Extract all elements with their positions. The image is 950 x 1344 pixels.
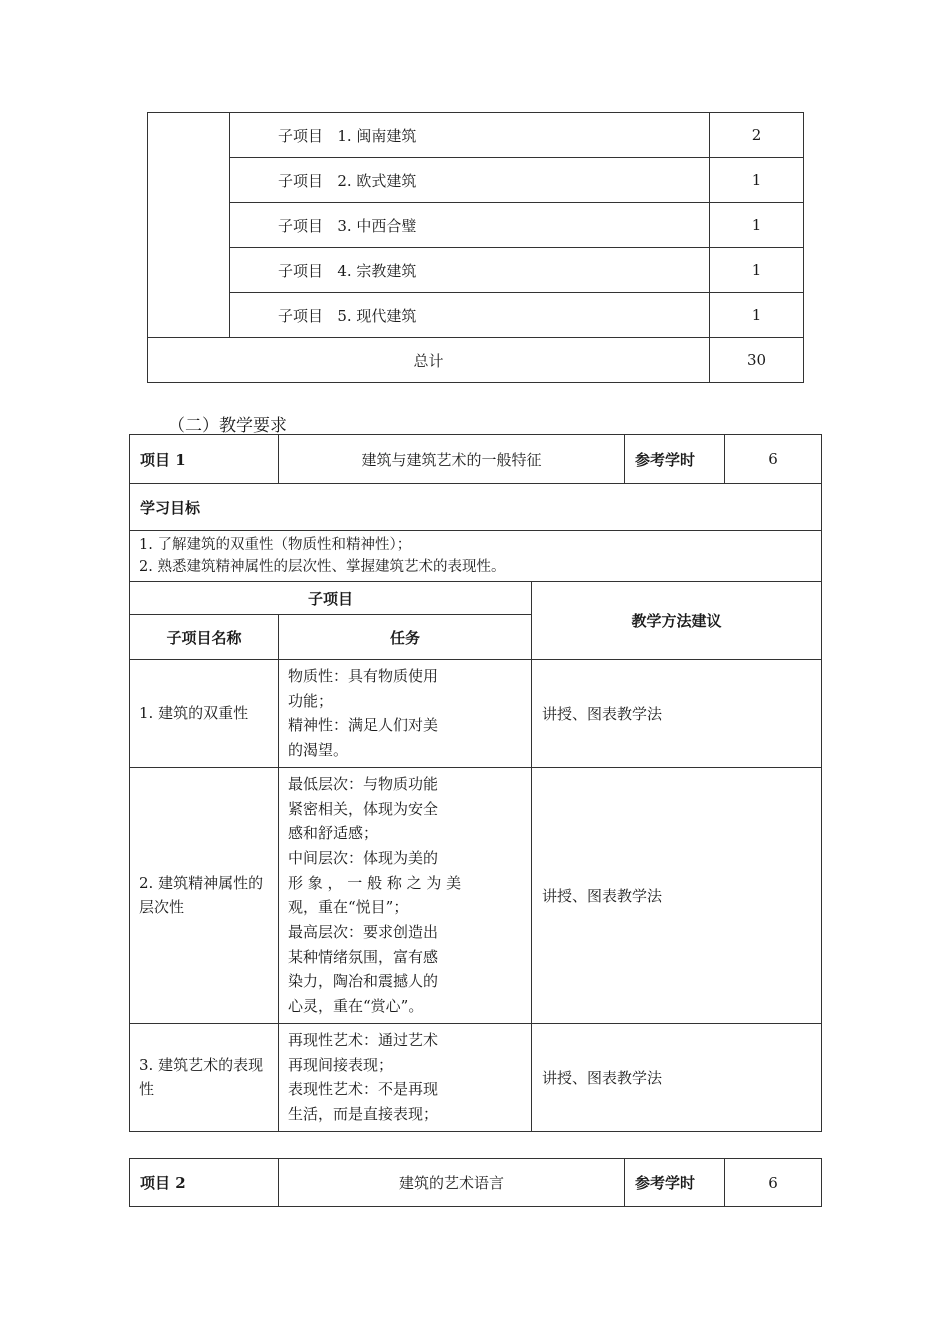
subproject-name: 2. 建筑精神属性的层次性 [130, 767, 279, 1023]
hours-cell: 2 [710, 113, 804, 158]
section-heading: （二）教学要求 [168, 416, 287, 436]
project-label: 项目 1 [130, 435, 279, 484]
subproject-cell: 子项目 5. 现代建筑 [230, 293, 710, 338]
subproject-cell: 子项目 3. 中西合璧 [230, 203, 710, 248]
objectives-title-row [130, 484, 822, 531]
objectives-cell [130, 531, 822, 582]
table-row [148, 113, 804, 158]
project1-header-row [130, 435, 822, 484]
hours-table [147, 112, 804, 383]
objectives-row [130, 531, 822, 582]
method-cell: 讲授、图表教学法 [532, 660, 822, 768]
task-cell: 再现性艺术：通过艺术 再现间接表现； 表现性艺术：不是再现 生活，而是直接表现； [279, 1023, 532, 1131]
method-cell: 讲授、图表教学法 [532, 1023, 822, 1131]
hours-cell: 1 [710, 293, 804, 338]
hours-cell: 1 [710, 203, 804, 248]
table-row [148, 293, 804, 338]
subproject-name: 1. 建筑的双重性 [130, 660, 279, 768]
subproject-name: 3. 建筑艺术的表现性 [130, 1023, 279, 1131]
task-header: 任务 [279, 615, 532, 660]
total-row [148, 338, 804, 383]
subproject-header: 子项目 [130, 582, 532, 615]
method-cell: 讲授、图表教学法 [532, 767, 822, 1023]
table-row [148, 248, 804, 293]
project-title: 建筑的艺术语言 [279, 1159, 625, 1207]
task-cell: 最低层次：与物质功能 紧密相关，体现为安全 感和舒适感； 中间层次：体现为美的 形 象 ， 一 般 称 之 为 美 观，重在“悦目”； 最高层次：要求创造出 某种情绪氛围，富有感 染力，陶冶和震撼人的 心灵，重在“赏心”。 [279, 767, 532, 1023]
project1-table [129, 434, 822, 1132]
total-label: 总计 [148, 338, 710, 383]
project2-header-row [130, 1159, 822, 1207]
table-row [130, 660, 822, 768]
hours-label: 参考学时 [625, 1159, 725, 1207]
objectives-title: 学习目标 [130, 484, 822, 531]
hours-cell: 1 [710, 248, 804, 293]
name-header: 子项目名称 [130, 615, 279, 660]
method-header: 教学方法建议 [532, 582, 822, 660]
subproject-header-row [130, 582, 822, 615]
objective-item: 1. 了解建筑的双重性（物质性和精神性）； [139, 537, 412, 553]
project2-table [129, 1158, 822, 1207]
project-title: 建筑与建筑艺术的一般特征 [279, 435, 625, 484]
hours-cell: 1 [710, 158, 804, 203]
total-value: 30 [710, 338, 804, 383]
objective-item: 2. 熟悉建筑精神属性的层次性、掌握建筑艺术的表现性。 [139, 559, 506, 575]
table-row [148, 158, 804, 203]
table-row [130, 767, 822, 1023]
table-row [148, 203, 804, 248]
subproject-cell: 子项目 2. 欧式建筑 [230, 158, 710, 203]
task-cell: 物质性：具有物质使用 功能； 精神性：满足人们对美 的渴望。 [279, 660, 532, 768]
table-row [130, 1023, 822, 1131]
hours-label: 参考学时 [625, 435, 725, 484]
project-label: 项目 2 [130, 1159, 279, 1207]
subproject-cell: 子项目 4. 宗教建筑 [230, 248, 710, 293]
merged-blank-cell [148, 113, 230, 338]
subproject-cell: 子项目 1. 闽南建筑 [230, 113, 710, 158]
hours-value: 6 [725, 1159, 822, 1207]
hours-value: 6 [725, 435, 822, 484]
